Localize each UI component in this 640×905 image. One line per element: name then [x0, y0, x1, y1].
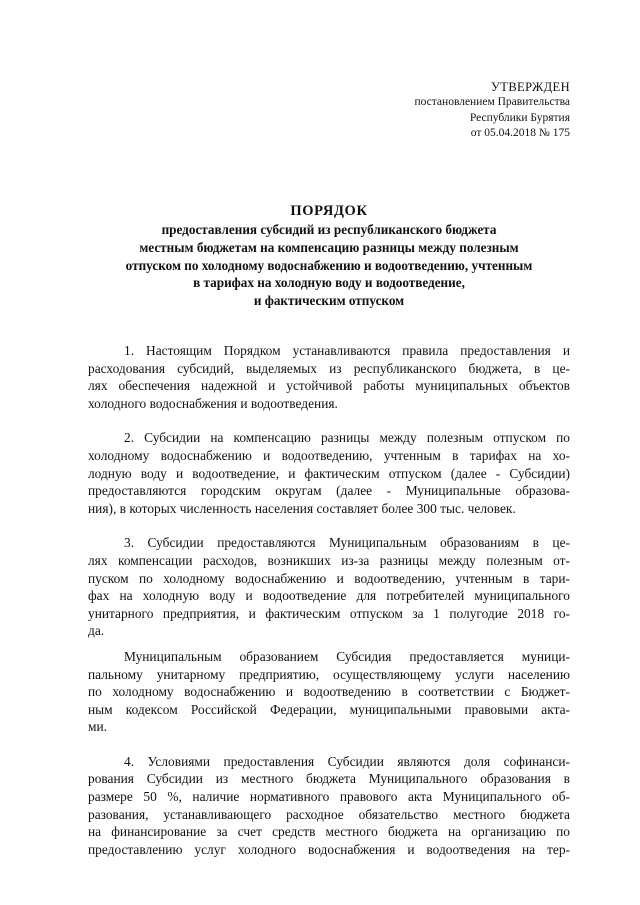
- text-line: на финансирование за счет средств местного бюджета на организацию по: [88, 824, 570, 840]
- paragraph-2: [88, 429, 570, 517]
- text-line: расходования субсидий, выделяемых из республиканского бюджета, в це-: [88, 360, 570, 376]
- text-line: лях компенсации расходов, возникших из-за разницы между полезным от-: [88, 552, 570, 568]
- paragraph-3-continued: [88, 648, 570, 736]
- paragraph-4: [88, 753, 570, 859]
- text-line: ми.: [88, 719, 107, 735]
- document-title: [88, 201, 570, 310]
- text-line: 4. Условиями предоставления Субсидии являются доля софинанси-: [124, 753, 570, 769]
- text-line: предоставляются городским округам (далее - Муниципальные образова-: [88, 483, 570, 499]
- text-line: предоставлению услуг холодного водоснабжения и водоотведения на тер-: [88, 841, 570, 857]
- text-line: ния), в которых численность населения составляет более 300 тыс. человек.: [88, 500, 516, 516]
- document-body: [88, 342, 570, 858]
- text-line: холодного водоснабжения и водоотведения.: [88, 395, 338, 411]
- document-page: [88, 0, 570, 905]
- approval-stamp: [414, 80, 570, 141]
- text-line: 2. Субсидии на компенсацию разницы между полезным отпуском по: [124, 430, 570, 446]
- text-line: 3. Субсидии предоставляются Муниципальным образованиям в це-: [124, 535, 570, 551]
- paragraph-1: [88, 342, 570, 412]
- text-line: лодную воду и водоотведение, и фактическим отпуском (далее - Субсидии): [88, 465, 570, 481]
- approval-line-3: от 05.04.2018 № 175: [470, 126, 570, 139]
- text-line: рования Субсидии из местного бюджета Муниципального образования в: [88, 771, 570, 787]
- text-line: ным кодексом Российской Федерации, муниципальными правовыми акта-: [88, 701, 570, 717]
- text-line: лях обеспечения надежной и устойчивой работы муниципальных объектов: [88, 378, 570, 394]
- title-main: ПОРЯДОК: [290, 203, 368, 219]
- text-line: унитарного предприятия, и фактическим отпуском за 1 полугодие 2018 го-: [88, 605, 570, 621]
- approval-line-2: Республики Бурятия: [469, 111, 570, 124]
- text-line: да.: [88, 623, 105, 639]
- text-line: фах на холодную воду и водоотведение для потребителей муниципального: [88, 588, 570, 604]
- title-line: отпуском по холодному водоснабжению и водоотведению, учтенным: [125, 257, 533, 273]
- text-line: по холодному водоснабжению и водоотведению в соответствии с Бюджет-: [88, 684, 570, 700]
- title-line: в тарифах на холодную воду и водоотведение,: [193, 275, 465, 291]
- text-line: размере 50 %, наличие нормативного правового акта Муниципального об-: [88, 789, 570, 805]
- title-line: предоставления субсидий из республиканского бюджета: [161, 222, 497, 237]
- paragraph-3: [88, 534, 570, 640]
- approval-heading: УТВЕРЖДЕН: [491, 80, 570, 94]
- text-line: разования, устанавливающего расходное обязательство местного бюджета: [88, 806, 570, 822]
- text-line: холодному водоснабжению и водоотведению, учтенным в тарифах на хо-: [88, 447, 570, 463]
- title-line: местным бюджетам на компенсацию разницы между полезным: [139, 239, 519, 255]
- text-line: пуском по холодному водоснабжению и водоотведению, учтенным в тари-: [88, 570, 570, 586]
- title-line: и фактическим отпуском: [253, 293, 405, 309]
- text-line: 1. Настоящим Порядком устанавливаются правила предоставления и: [124, 343, 570, 358]
- text-line: пальному унитарному предприятию, осуществляющему услуги населению: [88, 666, 570, 682]
- text-line: Муниципальным образованием Субсидия предоставляется муници-: [124, 648, 570, 664]
- approval-line-1: постановлением Правительства: [414, 96, 570, 109]
